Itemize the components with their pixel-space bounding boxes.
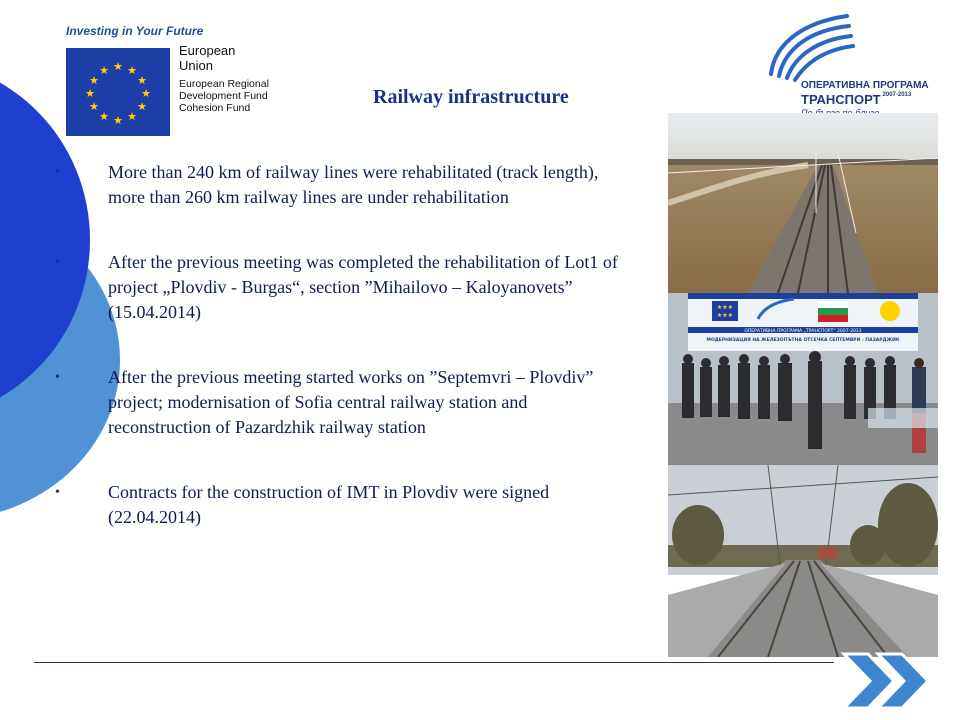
bullet-text: After the previous meeting was completed the rehabilitation of Lot1 of project „Plovdiv - Burgas“, section ”Mihailovo – Kaloyanovets” (15.04.2014) <box>108 252 618 322</box>
eu-logo <box>64 22 279 127</box>
bottom-divider <box>34 662 834 663</box>
bullet-marker: • <box>55 165 60 180</box>
eu-flag-icon <box>66 48 170 136</box>
ceremony-photo <box>668 293 938 465</box>
eu-funds-line2: Development Fund <box>179 89 268 102</box>
op-transport-logo <box>765 12 929 120</box>
eu-tagline: Investing in Your Future <box>66 24 204 38</box>
bullet-marker: • <box>55 485 60 500</box>
bullet-text: More than 240 km of railway lines were rehabilitated (track length), more than 260 km railway lines are under rehabilitation <box>108 162 599 207</box>
svg-text:★: ★ <box>99 110 109 123</box>
svg-text:★★★: ★★★ <box>716 312 734 319</box>
slide-title: Railway infrastructure <box>373 86 569 108</box>
op-logo-line1: ОПЕРАТИВНА ПРОГРАМА <box>801 80 929 91</box>
svg-text:★: ★ <box>89 100 99 113</box>
banner-line1: ОПЕРАТИВНА ПРОГРАМА „ТРАНСПОРТ“ 2007-2013 <box>744 329 862 334</box>
svg-text:★★★: ★★★ <box>716 304 734 311</box>
bullet-text: Contracts for the construction of IMT in Plovdiv were signed (22.04.2014) <box>108 482 550 527</box>
photo-column <box>668 113 938 657</box>
bullet-text: After the previous meeting started works on ”Septemvri – Plovdiv” project; modernisation of Sofia central railway station and reconstruction of Pazardzhik railway station <box>108 367 594 437</box>
svg-text:★: ★ <box>85 87 95 100</box>
op-logo-years: 2007-2013 <box>882 92 912 98</box>
railway-aerial-photo <box>668 113 938 293</box>
op-logo-line2 <box>801 92 911 107</box>
bullet-item <box>55 250 630 325</box>
svg-text:★: ★ <box>127 64 137 77</box>
svg-text:★: ★ <box>141 87 151 100</box>
next-slide-arrow[interactable] <box>838 652 942 710</box>
bullet-list <box>55 160 630 570</box>
bullet-marker: • <box>55 255 60 270</box>
bullet-item <box>55 365 630 440</box>
svg-text:★: ★ <box>89 74 99 87</box>
bullet-marker: • <box>55 370 60 385</box>
svg-text:★: ★ <box>99 64 109 77</box>
eu-funds-line1: European Regional <box>179 77 269 90</box>
svg-text:★: ★ <box>113 60 123 73</box>
banner-line2: МОДЕРНИЗАЦИЯ НА ЖЕЛЕЗОПЪТНА ОТСЕЧКА СЕПТЕМВРИ - ПАЗАРДЖИК <box>706 338 900 343</box>
svg-text:★: ★ <box>137 74 147 87</box>
eu-text <box>179 44 269 114</box>
eu-name-line2: Union <box>179 57 213 73</box>
railway-tracks-photo <box>668 465 938 657</box>
op-logo-name: ТРАНСПОРТ <box>801 92 881 107</box>
svg-text:★: ★ <box>127 110 137 123</box>
svg-text:★: ★ <box>113 114 123 127</box>
bullet-item <box>55 480 630 530</box>
double-chevron-right-icon <box>838 652 942 710</box>
eu-name-line1: European <box>179 43 236 58</box>
eu-funds-line3: Cohesion Fund <box>179 102 251 114</box>
eu-funds <box>179 78 269 114</box>
swoosh-icon <box>765 12 855 82</box>
bullet-item <box>55 160 630 210</box>
svg-text:★: ★ <box>137 100 147 113</box>
